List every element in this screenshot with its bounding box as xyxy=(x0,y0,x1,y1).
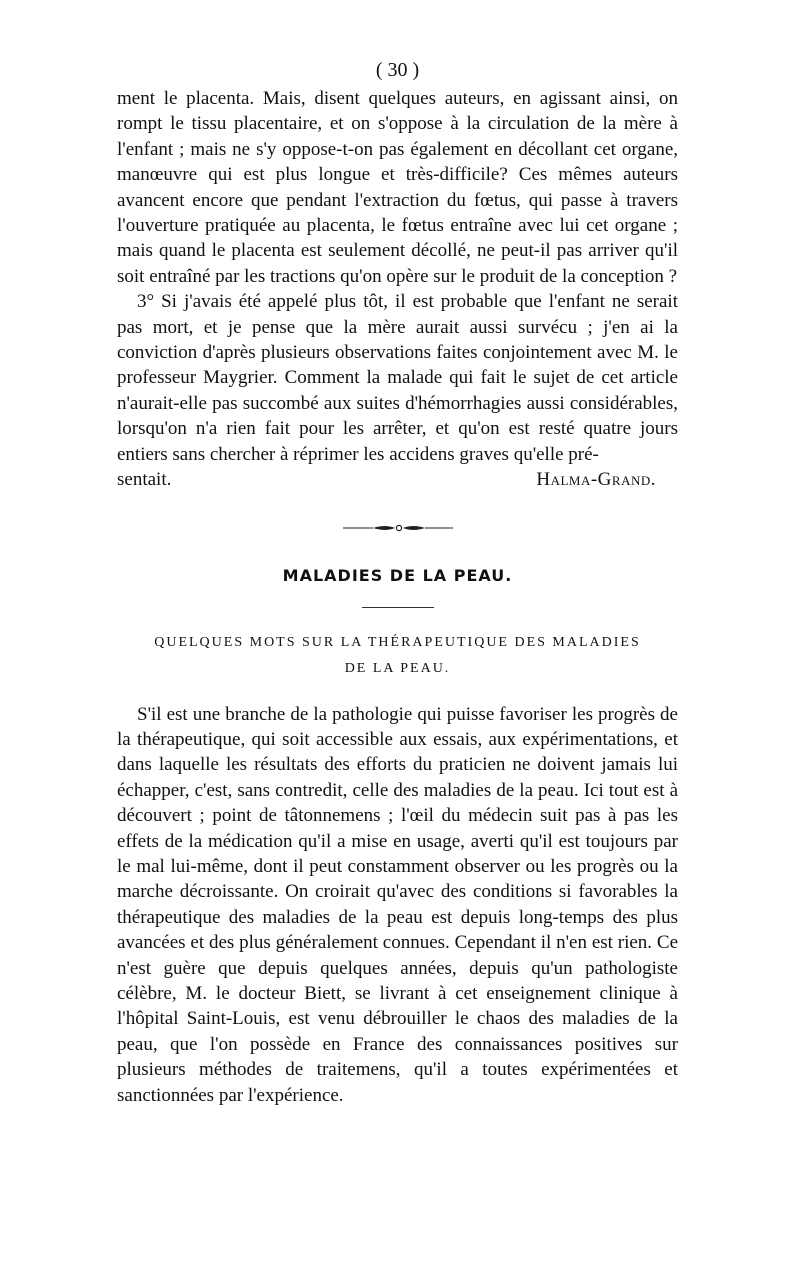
author-signature: Halma-Grand. xyxy=(536,469,656,491)
continued-paragraph: ment le placenta. Mais, disent quelques auteurs, en agissant ainsi, on rompt le tissu placentaire, et on s'oppose à la circulation de la mère à l'enfant ; mais ne s'y oppose-t-on pas également en décollant cet organe, manœuvre qui est plus longue et très-difficile? Ces mêmes auteurs avancent encore que pendant l'extraction du fœtus, qui passe à travers l'ouverture pratiquée au placenta, le fœtus entraîne avec lui cet organe ; mais quand le placenta est seulement décollé, ne peut-il pas arriver qu'il soit entraîné par les tractions qu'on opère sur le produit de la conception ? xyxy=(117,88,678,287)
ornament-flourish-icon xyxy=(343,522,453,534)
heading-rule xyxy=(362,607,434,608)
section-heading: MALADIES DE LA PEAU. xyxy=(282,565,513,585)
signature-line xyxy=(117,467,678,492)
document-page xyxy=(117,58,678,1108)
article-body: S'il est une branche de la pathologie qui puisse favoriser les progrès de la thérapeutique, qui soit accessible aux essais, aux expérimentations, et dans laquelle les résultats des efforts du praticien ne doivent jamais lui échapper, c'est, sans contredit, celle des maladies de la peau. Ici tout est à découvert ; point de tâtonnemens ; l'œil du médecin suit pas à pas les effets de la médication qu'il a mise en usage, averti qu'il est toujours par le mal lui-même, dont il peut constamment observer ou les progrès ou la marche décroissante. On croirait qu'avec des conditions si favorables la thérapeutique des maladies de la peau est depuis long-temps des plus avancées et des plus généralement connues. Cependant il n'en est rien. Ce n'est guère que depuis quelques années, depuis qu'un pathologiste célèbre, M. le docteur Biett, se livrant à cet enseignement clinique à l'hôpital Saint-Louis, est venu débrouiller le chaos des maladies de la peau, que l'on possède en France des connaissances positives sur plusieurs méthodes de traitemens, qu'il a toutes expérimentées et sanctionnées par l'expérience. xyxy=(117,703,678,1106)
point-3-paragraph: 3° Si j'avais été appelé plus tôt, il est probable que l'enfant ne serait pas mort, et je pense que la mère aurait aussi survécu ; j'en ai la conviction d'après plusieurs observations faites conjointement avec M. le professeur Maygrier. Comment la malade qui fait le sujet de cet article n'aurait-elle pas succombé aux suites d'hémorrhagies aussi considérables, lorsqu'on n'a rien fait pour les arrêter, et qu'on est resté quatre jours entiers sans chercher à réprimer les accidens graves qu'elle pré- xyxy=(117,291,678,465)
article-title-line-2: DE LA PEAU. xyxy=(344,660,451,676)
ornament-divider xyxy=(117,521,678,535)
article-title-line-1: QUELQUES MOTS SUR LA THÉRAPEUTIQUE DES MALADIES xyxy=(154,634,641,650)
page-number: ( 30 ) xyxy=(375,59,420,81)
paragraph-last-word: sentait. xyxy=(117,469,172,491)
article-title xyxy=(117,630,678,682)
